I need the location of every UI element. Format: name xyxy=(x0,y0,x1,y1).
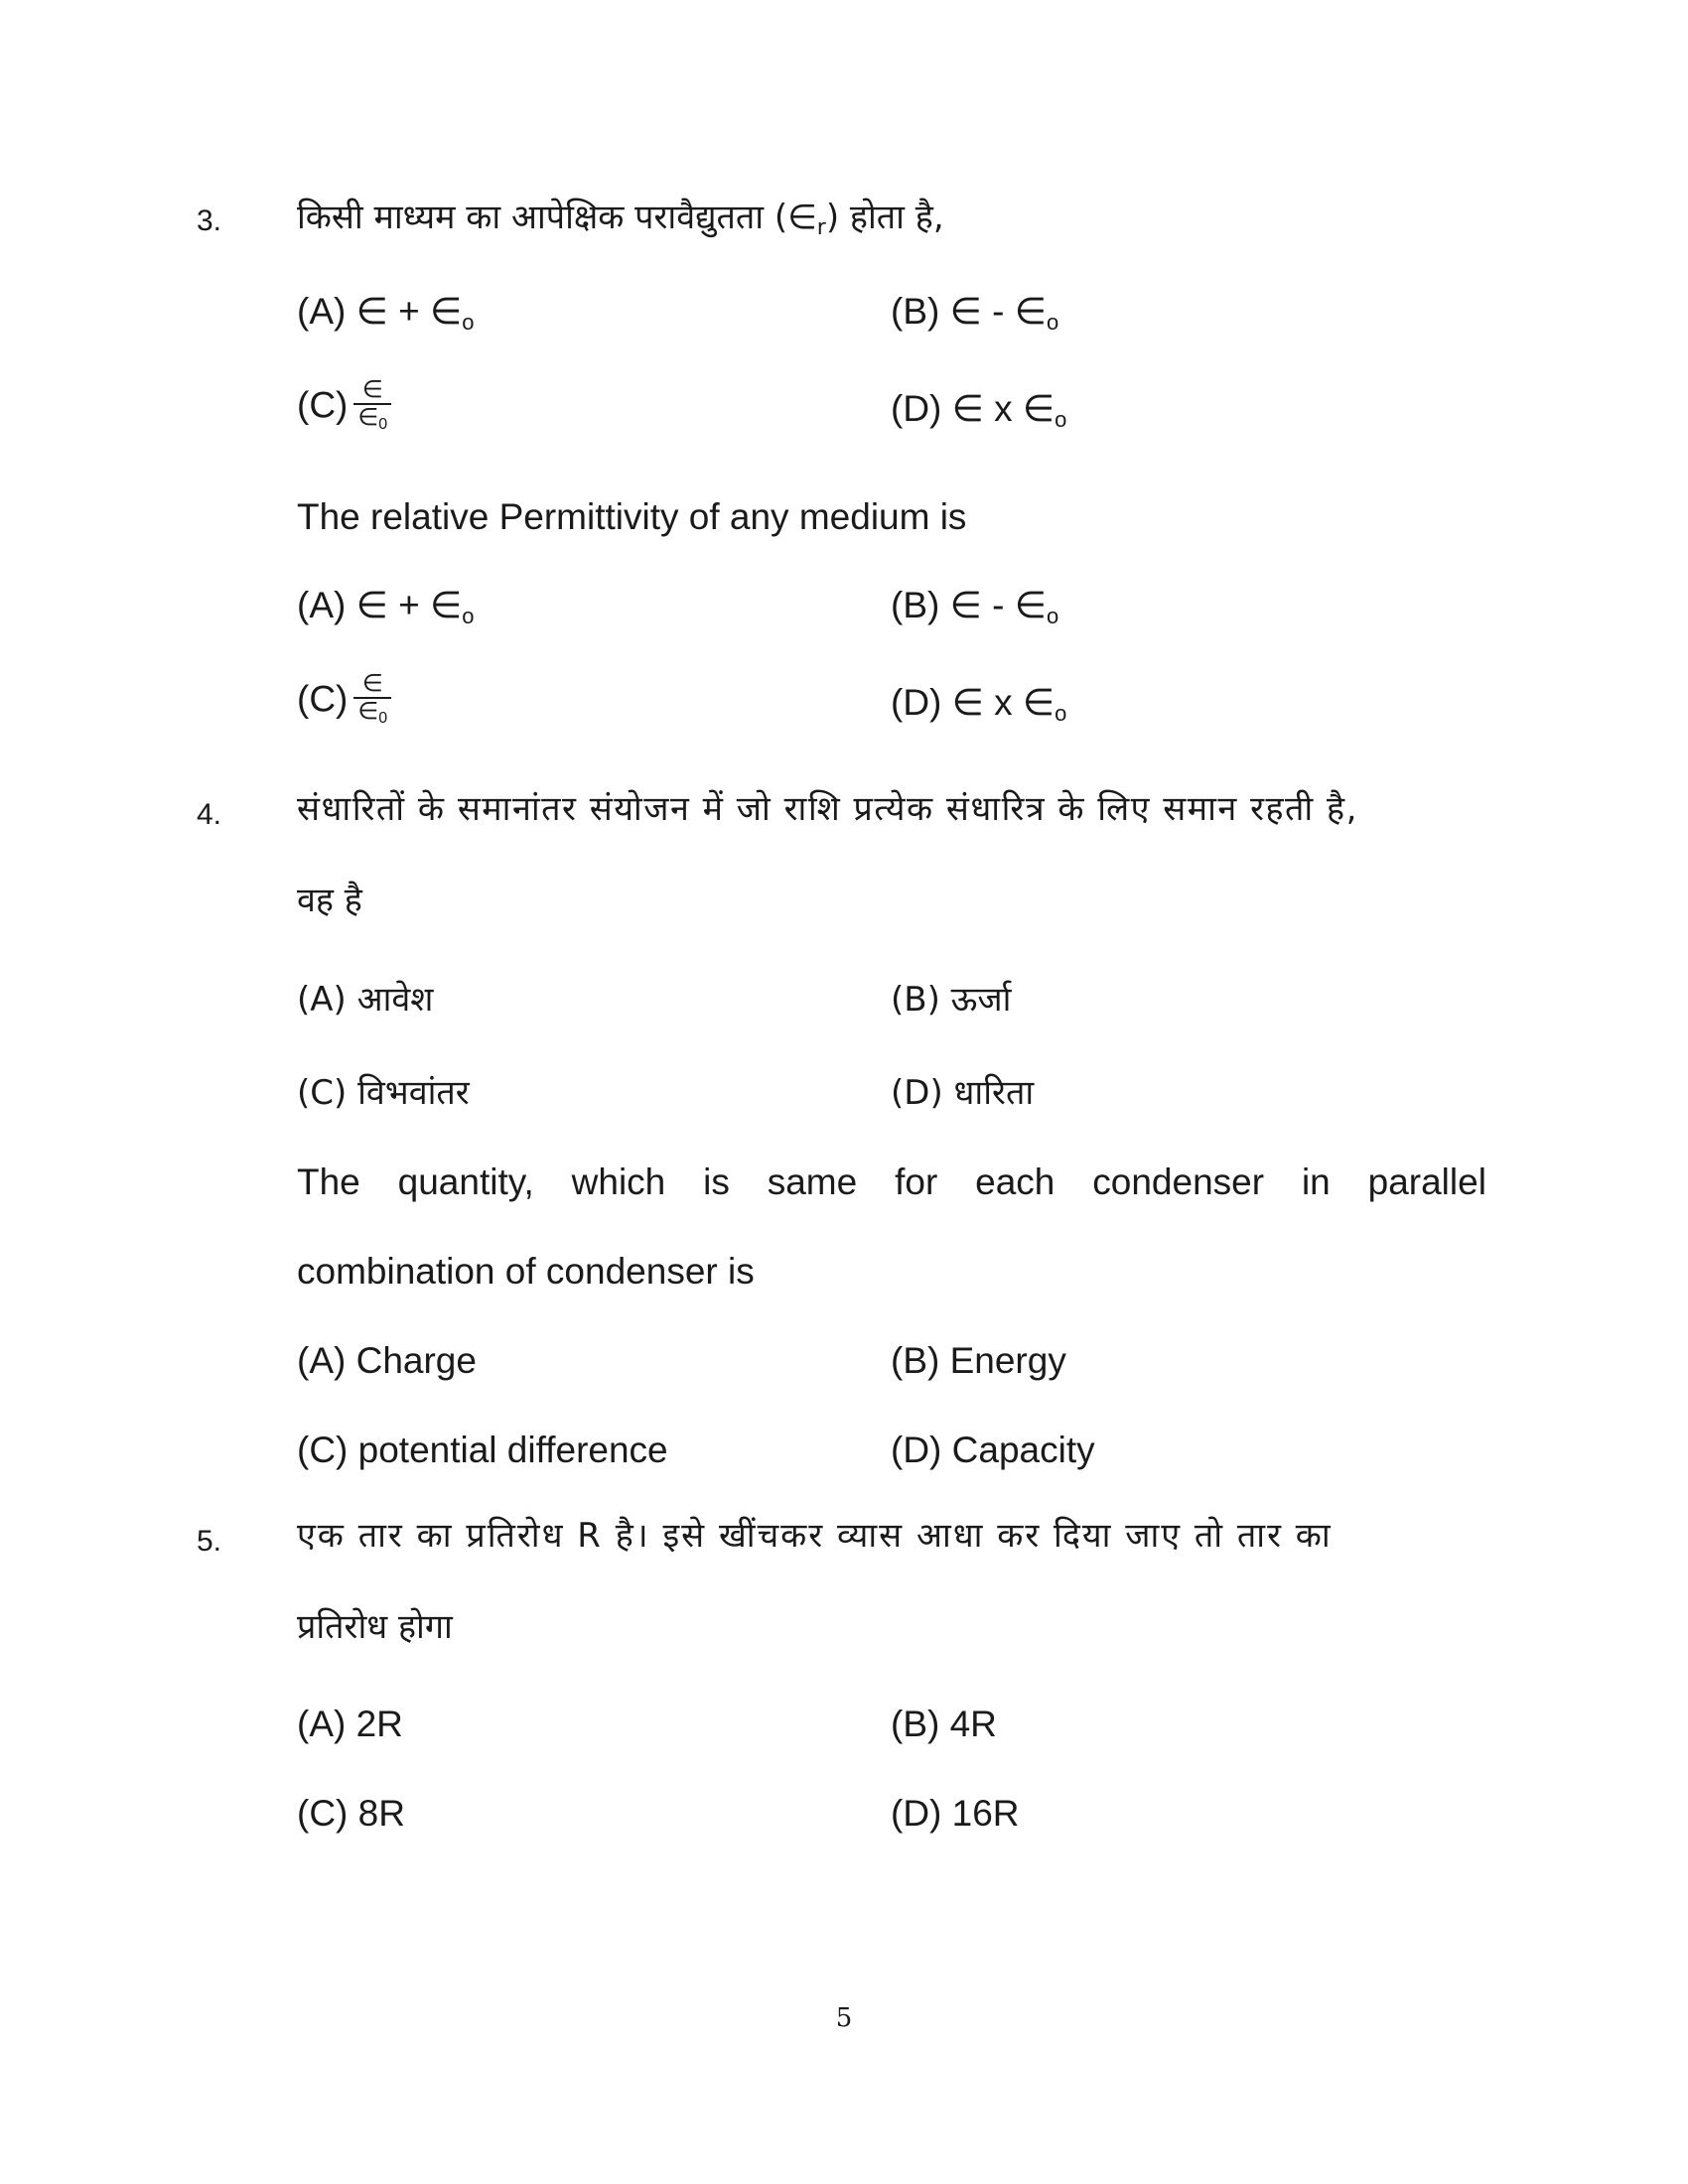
word: each xyxy=(975,1161,1055,1202)
question-4-english-line2: combination of condenser is xyxy=(297,1251,755,1292)
q4-english-option-b[interactable]: (B) Energy xyxy=(891,1340,1066,1381)
question-3-hindi-after: ) होता है, xyxy=(825,198,944,237)
question-3-english-text: The relative Permittivity of any medium is xyxy=(297,496,967,537)
option-sub: o xyxy=(1055,407,1067,432)
option-label: (D) ∈ x ∈ xyxy=(891,682,1055,723)
q4-hindi-option-d[interactable]: (D) धारिता xyxy=(891,1073,1035,1113)
fraction-numerator: ∈ xyxy=(361,670,383,697)
word: in xyxy=(1301,1161,1331,1202)
word: parallel xyxy=(1367,1161,1486,1202)
fraction-denominator xyxy=(353,403,391,438)
denominator-sub: 0 xyxy=(378,416,388,433)
option-sub: o xyxy=(1055,701,1067,726)
option-label: (B) ∈ - ∈ xyxy=(891,291,1047,332)
q3-english-option-a[interactable] xyxy=(297,584,474,629)
option-sub: o xyxy=(1046,310,1059,335)
fraction-denominator xyxy=(353,697,391,732)
q4-hindi-option-a[interactable]: (A) आवेश xyxy=(297,980,434,1020)
question-5-hindi-line2: प्रतिरोध होगा xyxy=(297,1607,453,1647)
denominator-symbol: ∈ xyxy=(357,698,379,725)
question-3-hindi-sub: r xyxy=(816,215,826,240)
question-5-number: 5. xyxy=(197,1525,222,1558)
option-sub: o xyxy=(1046,604,1059,628)
option-label: (A) ∈ + ∈ xyxy=(297,291,463,332)
question-3-number: 3. xyxy=(197,205,222,237)
question-3-hindi-main: किसी माध्यम का आपेक्षिक परावैद्युतता (∈ xyxy=(297,198,817,237)
option-sub: o xyxy=(462,604,475,628)
q5-option-d[interactable]: (D) 16R xyxy=(891,1793,1020,1834)
fraction xyxy=(353,671,391,732)
q4-english-option-c[interactable]: (C) potential difference xyxy=(297,1430,668,1470)
option-label: (A) ∈ + ∈ xyxy=(297,585,463,625)
q3-english-option-c[interactable] xyxy=(297,671,391,732)
option-label: (C) xyxy=(297,384,349,426)
word: for xyxy=(895,1161,938,1202)
question-4-hindi-line2: वह है xyxy=(297,881,362,920)
q3-english-option-b[interactable] xyxy=(891,584,1058,629)
question-3-hindi-text xyxy=(297,195,944,251)
q3-hindi-option-b[interactable] xyxy=(891,290,1058,336)
q3-english-option-d[interactable] xyxy=(891,681,1066,727)
q5-option-a[interactable]: (A) 2R xyxy=(297,1704,403,1744)
fraction xyxy=(353,377,391,438)
page-number: 5 xyxy=(835,2003,853,2033)
q4-english-option-d[interactable]: (D) Capacity xyxy=(891,1430,1095,1470)
question-5-hindi-line1: एक तार का प्रतिरोध R है। इसे खींचकर व्यास आधा कर दिया जाए तो तार का xyxy=(297,1516,1333,1556)
denominator-sub: 0 xyxy=(378,710,388,727)
question-4-number: 4. xyxy=(197,798,222,831)
option-sub: o xyxy=(462,310,475,335)
option-label: (D) ∈ x ∈ xyxy=(891,388,1055,429)
q3-hindi-option-c[interactable] xyxy=(297,377,391,438)
q5-option-c[interactable]: (C) 8R xyxy=(297,1793,405,1834)
question-4-hindi-line1: संधारितों के समानांतर संयोजन में जो राशि प्रत्येक संधारित्र के लिए समान रहती है, xyxy=(297,789,1358,829)
q3-hindi-option-a[interactable] xyxy=(297,290,474,336)
option-label: (B) ∈ - ∈ xyxy=(891,585,1047,625)
denominator-symbol: ∈ xyxy=(357,404,379,431)
q3-hindi-option-d[interactable] xyxy=(891,387,1066,433)
word: quantity, xyxy=(397,1161,534,1202)
q4-hindi-option-b[interactable]: (B) ऊर्जा xyxy=(891,980,1012,1020)
fraction-numerator: ∈ xyxy=(361,376,383,403)
word: is xyxy=(703,1161,730,1202)
word: same xyxy=(767,1161,858,1202)
q4-hindi-option-c[interactable]: (C) विभवांतर xyxy=(297,1073,470,1113)
q4-english-option-a[interactable]: (A) Charge xyxy=(297,1340,477,1381)
word: which xyxy=(571,1161,666,1202)
word: The xyxy=(297,1161,360,1202)
q5-option-b[interactable]: (B) 4R xyxy=(891,1704,997,1744)
word: condenser xyxy=(1092,1161,1265,1202)
question-4-english-line1 xyxy=(297,1161,1486,1203)
option-label: (C) xyxy=(297,678,349,720)
